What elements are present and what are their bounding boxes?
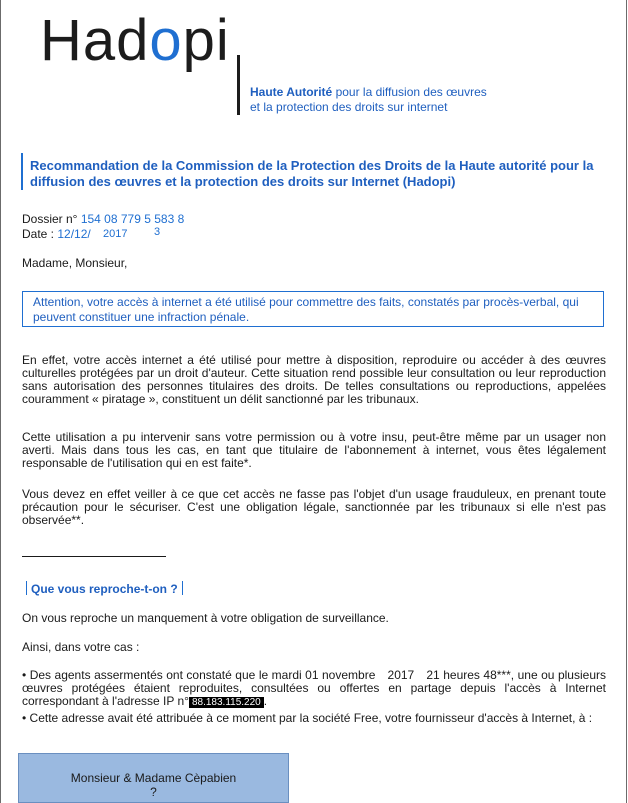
constat-year: 2017 [387,668,415,682]
recipient-box [18,753,289,803]
bullet-attribution: • Cette adresse avait été attribuée à ce moment par la société Free, votre fournisseur d'accès à Internet, à : [22,711,593,725]
bullet-constat: • Des agents assermentés ont constaté que le mardi 01 novembre 2017 21 heures 48***, une ou plusieurs œuvres protégées étaient reproduites, consultées ou offertes en partage depuis l'accès à Internet correspondant à l'adresse IP n° 88.183.115.220 . [22,668,606,708]
hadopi-logo: Hadopi [40,8,230,73]
salutation: Madame, Monsieur, [22,256,128,270]
ainsi-text: Ainsi, dans votre cas : [22,640,140,654]
paragraph-3: Vous devez en effet veiller à ce que cet accès ne fasse pas l'objet d'un usage frauduleux, en prenant toute précaution pour le sécuriser. C'est une obligation légale, sanctionnée par les tribunaux si elle n'est pas observée**. [22,487,606,527]
date-line: Date : 12/12/ [22,227,91,241]
ip-address: 88.183.115.220 [189,697,264,708]
date-trailing-digit: 3 [154,226,161,238]
dossier-number: 154 08 779 5 583 8 [80,212,185,226]
section-heading: Que vous reproche-t-on ? [22,581,183,596]
title-accent-bar [21,153,23,190]
page-left-border [0,0,1,803]
reproche-text: On vous reproche un manquement à votre obligation de surveillance. [22,611,389,625]
recipient-extra: ? [150,785,157,799]
logo-vertical-bar [237,55,240,115]
recipient-name: Monsieur & Madame Cèpabien [70,771,237,785]
paragraph-2: Cette utilisation a pu intervenir sans votre permission ou à votre insu, peut-être même par un usager non averti. Mais dans tous les cas, en tant que titulaire de l'abonnement à internet, vous êtes légalement responsable de l'utilisation qui en est faite*. [22,430,606,470]
logo-o-letter: o [149,8,183,73]
warning-box: Attention, votre accès à internet a été utilisé pour commettre des faits, constatés par procès-verbal, qui peuvent constituer une infraction pénale. [22,291,604,327]
date-value: 12/12/ [57,227,91,241]
logo-tagline: Haute Autorité pour la diffusion des œuvres et la protection des droits sur internet [250,85,487,114]
page-right-border [626,0,627,803]
footnote-rule [22,556,166,557]
date-year: 2017 [103,228,128,240]
paragraph-1: En effet, votre accès internet a été utilisé pour mettre à disposition, reproduire ou accéder à des œuvres culturelles protégées par un droit d'auteur. Cette situation rend possible leur consultation ou leur reproduction sans autorisation des personnes titulaires des droits. De telles consultations ou reproductions, appelées couramment « piratage », constituent un délit sanctionné par les tribunaux. [22,353,606,406]
document-title: Recommandation de la Commission de la Protection des Droits de la Haute autorité pour la diffusion des œuvres et la protection des droits sur Internet (Hadopi) [30,158,594,189]
dossier-line: Dossier n° 154 08 779 5 583 8 [22,212,185,226]
